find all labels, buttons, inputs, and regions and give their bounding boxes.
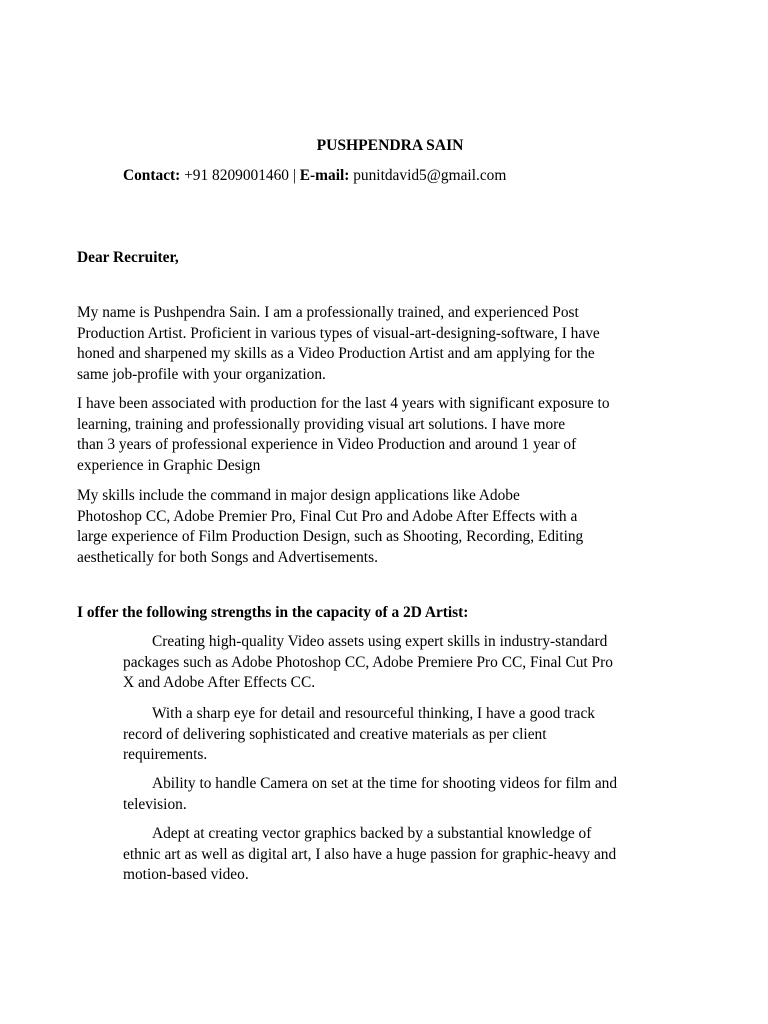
strength-line: Creating high-quality Video assets using expert skills in industry-standard: [152, 633, 608, 650]
strength-line: Ability to handle Camera on set at the time for shooting videos for film and: [152, 775, 618, 792]
strength-line: Adept at creating vector graphics backed by a substantial knowledge of: [152, 825, 592, 842]
strength-line: motion-based video.: [123, 866, 249, 884]
strength-line: requirements.: [123, 746, 208, 764]
strength-item: [123, 774, 723, 815]
strength-line: ethnic art as well as digital art, I also have a huge passion for graphic-heavy and: [123, 845, 617, 863]
strength-line: record of delivering sophisticated and creative materials as per client: [123, 725, 547, 743]
paragraph-line: I have been associated with production for the last 4 years with significant exposure to: [77, 395, 610, 412]
strength-item: [123, 704, 723, 766]
skills-paragraph: [77, 486, 717, 568]
paragraph-line: honed and sharpened my skills as a Video Production Artist and am applying for the: [77, 345, 595, 363]
paragraph-line: learning, training and professionally providing visual art solutions. I have more: [77, 415, 566, 433]
email-label: E-mail:: [299, 167, 350, 184]
contact-line: [123, 166, 506, 186]
strength-item: [123, 632, 723, 694]
email-address: punitdavid5@gmail.com: [349, 167, 507, 184]
paragraph-line: My name is Pushpendra Sain. I am a professionally trained, and experienced Post: [77, 304, 579, 321]
paragraph-line: My skills include the command in major design applications like Adobe: [77, 487, 520, 504]
applicant-name: PUSHPENDRA SAIN: [316, 137, 464, 154]
paragraph-line: Production Artist. Proficient in various types of visual-art-designing-software, I have: [77, 324, 600, 342]
salutation: Dear Recruiter,: [77, 249, 179, 266]
strength-line: packages such as Adobe Photoshop CC, Adobe Premiere Pro CC, Final Cut Pro: [123, 653, 613, 671]
strength-item: [123, 824, 723, 886]
strength-line: X and Adobe After Effects CC.: [123, 674, 316, 692]
paragraph-line: large experience of Film Production Design, such as Shooting, Recording, Editing: [77, 528, 584, 546]
intro-paragraph: [77, 303, 717, 385]
paragraph-line: than 3 years of professional experience in Video Production and around 1 year of: [77, 436, 577, 454]
paragraph-line: experience in Graphic Design: [77, 456, 261, 474]
strength-line: With a sharp eye for detail and resourceful thinking, I have a good track: [152, 705, 595, 722]
paragraph-line: same job-profile with your organization.: [77, 365, 326, 383]
experience-paragraph: [77, 394, 717, 476]
paragraph-line: aesthetically for both Songs and Advertisements.: [77, 548, 378, 566]
phone-number: +91 8209001460 |: [180, 167, 300, 184]
contact-label: Contact:: [123, 167, 181, 184]
strength-line: television.: [123, 795, 187, 813]
paragraph-line: Photoshop CC, Adobe Premier Pro, Final Cut Pro and Adobe After Effects with a: [77, 507, 578, 525]
strengths-heading: I offer the following strengths in the capacity of a 2D Artist:: [77, 604, 469, 621]
